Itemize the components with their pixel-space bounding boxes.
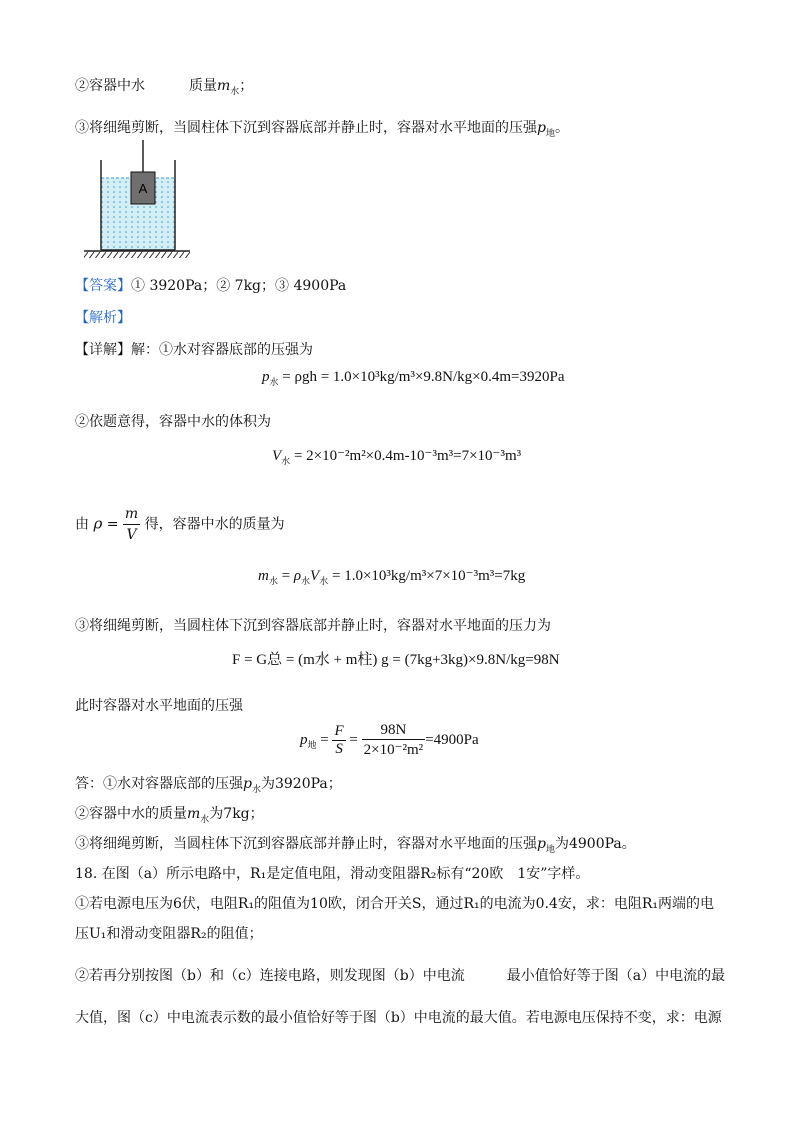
- equation-text: = 1.0×10³kg/m³×7×10⁻³m³=7kg: [331, 568, 526, 584]
- text: ①若电源电压为6伏，电阻R₁的阻值为10欧，闭合开关S，通过R₁的电流为0.4安，求：电阻R₁两端的电: [75, 896, 715, 912]
- question-18-part1-a: [75, 894, 714, 914]
- detail-line: [75, 340, 313, 360]
- fraction-numerator: 98N: [362, 722, 426, 740]
- text: ③将细绳剪断，当圆柱体下沉到容器底部并静止时，容器对水平地面的压强: [75, 120, 537, 136]
- subscript: 地: [545, 128, 555, 139]
- text: 为7kg；: [209, 806, 264, 822]
- text-line-water-mass: [75, 76, 253, 102]
- symbol-m: m: [217, 78, 231, 94]
- equation-volume: $V_水 = 2\times 10^{-2}m^2\times 0.4m-10^{-3}m^3=7\times 10^{-3}m^3$: [272, 448, 522, 466]
- text: 由: [75, 516, 89, 533]
- text: 为4900Pa。: [554, 836, 636, 852]
- equation-text: = 2×10⁻²m²×0.4m-10⁻³m³=7×10⁻³m³: [293, 448, 522, 464]
- question-18-part1-b: [75, 924, 263, 944]
- analysis-tag: 【解析】: [75, 310, 131, 326]
- equation-pressure: $p_水 = \rho gh = 1.0\times 10^3kg/m^3\times 9.8N/kg\times 0.4m=3920Pa$: [262, 369, 565, 387]
- answer-tag: 【答案】: [75, 278, 131, 294]
- final-answer-2: ②容器中水的质量$m_水$为7kg；: [75, 806, 264, 825]
- text: ②依题意得，容器中水的体积为: [75, 414, 271, 430]
- text: 18. 在图（a）所示电路中，R₁是定值电阻，滑动变阻器R₂标有“20欧 1安”字样。: [75, 866, 590, 882]
- text: 得，容器中水的质量为: [144, 516, 285, 533]
- question-18-part2-b: [75, 1008, 722, 1028]
- final-answer-3: ③将细绳剪断，当圆柱体下沉到容器底部并静止时，容器对水平地面的压强$p_地$为4900Pa。: [75, 836, 636, 855]
- text: ；: [239, 78, 254, 94]
- question-18: [75, 864, 589, 884]
- question-18-part2-a: [75, 966, 725, 986]
- detail-text: 【详解】解：①水对容器底部的压强为: [75, 342, 313, 358]
- container-figure: [82, 140, 192, 260]
- press-line: [75, 696, 243, 716]
- text: 此时容器对水平地面的压强: [75, 698, 243, 714]
- equation-text: = ρgh = 1.0×10³kg/m³×9.8N/kg×0.4m=3920Pa: [282, 369, 565, 385]
- answer-line: [75, 276, 346, 296]
- force-line: [75, 616, 551, 636]
- fraction-denominator: 2×10⁻²m²: [363, 742, 424, 758]
- equation-result: =4900Pa: [425, 731, 479, 748]
- density-line: 由 ρ = $\frac{m}{V}$ 得，容器中水的质量为: [75, 506, 285, 543]
- volume-line: [75, 412, 271, 432]
- equation-mass: $m_水 = \rho_水V_水 = 1.0\times 10^3kg/m^3\times 7\times 10^{-3}m^3=7kg$: [258, 568, 526, 586]
- text: ③将细绳剪断，当圆柱体下沉到容器底部并静止时，容器对水平地面的压力为: [75, 618, 551, 634]
- equation-force: [232, 648, 560, 669]
- block-label: A: [138, 181, 148, 196]
- equation-text: F = G总 = (m水 + m柱) g = (7kg+3kg)×9.8N/kg=98N: [232, 652, 560, 668]
- analysis-line: [75, 308, 131, 328]
- text: 压U₁和滑动变阻器R₂的阻值；: [75, 926, 263, 942]
- equation-ground-pressure: $p_地$ = $\frac{F}{S}$ = $\frac{98N}{\text{2×10⁻²m²}}$ =4900Pa: [300, 722, 479, 758]
- text: 为3920Pa；: [260, 776, 342, 792]
- ground-hatch: [84, 251, 190, 258]
- text: ②容器中水: [75, 78, 145, 94]
- text: ②若再分别按图（b）和（c）连接电路，则发现图（b）中电流 最小值恰好等于图（a）中电流的最: [75, 968, 726, 984]
- text: 大值，图（c）中电流表示数的最小值恰好等于图（b）中电流的最大值。若电源电压保持不变，求：电源: [75, 1010, 722, 1026]
- subscript: 水: [230, 86, 240, 97]
- text: 答：①水对容器底部的压强: [75, 776, 243, 792]
- text: ③将细绳剪断，当圆柱体下沉到容器底部并静止时，容器对水平地面的压强: [75, 836, 537, 852]
- text: 。: [554, 120, 569, 136]
- text: ②容器中水的质量: [75, 806, 187, 822]
- symbol-p: p: [537, 120, 546, 136]
- answer-text: ① 3920Pa；② 7kg；③ 4900Pa: [131, 278, 347, 294]
- final-answer-1: 答：①水对容器底部的压强$p_水$为3920Pa；: [75, 776, 342, 795]
- text: 质量: [189, 78, 217, 94]
